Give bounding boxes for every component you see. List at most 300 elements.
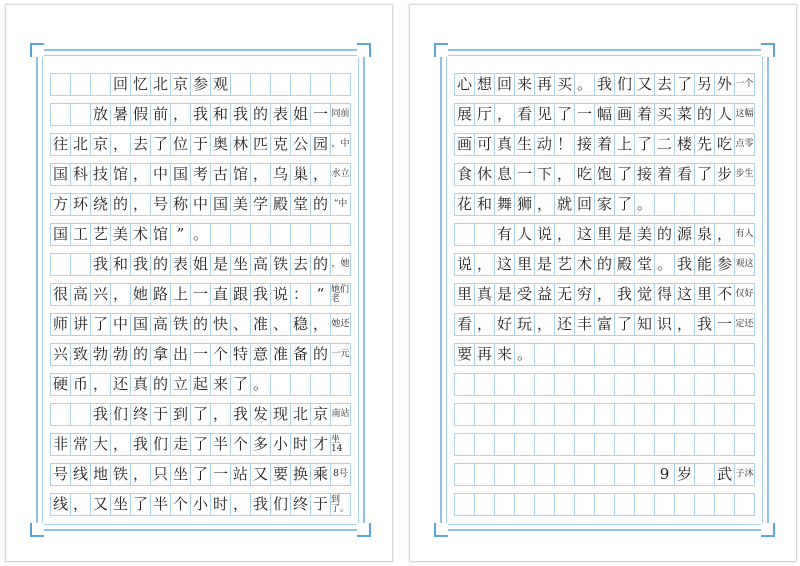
grid-cell: 厅: [474, 103, 495, 126]
grid-cell: 大: [90, 433, 111, 456]
grid-cell: ，: [210, 403, 231, 426]
grid-cell: 受: [514, 283, 535, 306]
grid-row: [454, 283, 754, 306]
grid-cell: 线: [70, 463, 91, 486]
grid-cell: 里: [694, 283, 715, 306]
grid-cell: 岁: [674, 463, 695, 486]
grid-cell: 勃: [110, 343, 131, 366]
grid-cell: 的: [594, 253, 615, 276]
grid-cell: 到: [170, 403, 191, 426]
grid-cell: [714, 433, 735, 456]
grid-cell: 定还: [734, 313, 755, 336]
grid-cell: 又: [634, 73, 655, 96]
grid-cell: 我: [250, 493, 271, 516]
grid-row: [50, 103, 350, 126]
grid-row: [50, 283, 350, 306]
grid-cell: [714, 343, 735, 366]
grid-cell: 环: [70, 193, 91, 216]
grid-row: [454, 193, 754, 216]
grid-cell: [614, 433, 635, 456]
grid-cell: 可: [474, 133, 495, 156]
grid-cell: 菜: [674, 103, 695, 126]
grid-cell: 我: [594, 73, 615, 96]
grid-cell: 坐: [170, 463, 191, 486]
grid-cell: 终: [290, 493, 311, 516]
grid-cell: 们: [110, 403, 131, 426]
grid-cell: 狮: [514, 193, 535, 216]
grid-cell: 丰: [574, 313, 595, 336]
grid-cell: 来: [494, 343, 515, 366]
grid-cell: 我: [190, 103, 211, 126]
grid-cell: 、: [230, 313, 251, 336]
grid-cell: 半: [210, 433, 231, 456]
grid-cell: 玩: [514, 313, 535, 336]
grid-cell: 假: [130, 103, 151, 126]
grid-cell: 一: [574, 103, 595, 126]
grid-cell: [594, 463, 615, 486]
grid-cell: 备: [290, 343, 311, 366]
grid-cell: 去: [290, 253, 311, 276]
grid-cell: 忆: [130, 73, 151, 96]
grid-cell: 艺: [90, 223, 111, 246]
grid-cell: [734, 343, 755, 366]
grid-cell: ，: [70, 493, 91, 516]
grid-cell: 和: [210, 103, 231, 126]
grid-cell: 画: [454, 133, 475, 156]
grid-cell: 地: [90, 463, 111, 486]
grid-cell: ，: [554, 163, 575, 186]
grid-cell: 是: [534, 253, 555, 276]
grid-cell: 高: [150, 313, 171, 336]
grid-cell: 时: [290, 433, 311, 456]
grid-cell: 终: [130, 403, 151, 426]
grid-cell: 她: [130, 283, 151, 306]
grid-cell: [90, 73, 111, 96]
corner-ornament: [30, 43, 44, 57]
grid-cell: 子沐: [734, 463, 755, 486]
grid-cell: 京: [170, 73, 191, 96]
grid-cell: 一个: [734, 73, 755, 96]
grid-cell: 了: [634, 133, 655, 156]
grid-cell: ，: [110, 283, 131, 306]
grid-cell: 是: [494, 283, 515, 306]
grid-cell: [694, 343, 715, 366]
grid-cell: 益: [534, 283, 555, 306]
grid-cell: [70, 253, 91, 276]
grid-cell: 奥: [210, 133, 231, 156]
grid-cell: 。: [654, 253, 675, 276]
grid-cell: ，: [170, 103, 191, 126]
grid-cell: 我: [250, 283, 271, 306]
grid-cell: 一: [310, 103, 331, 126]
grid-cell: 回: [110, 73, 131, 96]
grid-cell: 才: [310, 433, 331, 456]
grid-cell: [474, 403, 495, 426]
grid-cell: 姐: [190, 253, 211, 276]
grid-cell: 京: [310, 403, 331, 426]
grid-cell: 馆: [230, 163, 251, 186]
grid-cell: 小: [270, 433, 291, 456]
grid-cell: 姐: [290, 103, 311, 126]
grid-cell: 殿: [614, 253, 635, 276]
grid-cell: [554, 433, 575, 456]
grid-row: [454, 463, 754, 486]
grid-cell: [594, 493, 615, 516]
corner-ornament: [761, 43, 775, 57]
grid-cell: 的: [190, 313, 211, 336]
grid-cell: 她们老: [330, 283, 351, 306]
grid-cell: 还: [110, 373, 131, 396]
grid-cell: 真: [130, 373, 151, 396]
grid-cell: [454, 403, 475, 426]
grid-cell: 无: [554, 283, 575, 306]
grid-cell: 舞: [494, 193, 515, 216]
grid-cell: 堂: [634, 253, 655, 276]
grid-cell: [734, 193, 755, 216]
grid-cell: 饱: [594, 163, 615, 186]
grid-cell: 中: [150, 163, 171, 186]
grid-cell: 北: [70, 133, 91, 156]
grid-cell: 准: [270, 343, 291, 366]
grid-cell: [534, 493, 555, 516]
grid-cell: 这: [574, 223, 595, 246]
grid-cell: [674, 373, 695, 396]
grid-row: [50, 463, 350, 486]
grid-cell: [474, 463, 495, 486]
grid-cell: 和: [110, 253, 131, 276]
grid-cell: 就: [554, 193, 575, 216]
grid-cell: 。: [250, 373, 271, 396]
grid-cell: [250, 223, 271, 246]
grid-cell: 买: [654, 103, 675, 126]
grid-cell: 北: [290, 403, 311, 426]
grid-cell: [514, 493, 535, 516]
grid-cell: 中: [190, 193, 211, 216]
grid-cell: 发: [250, 403, 271, 426]
grid-cell: 术: [574, 253, 595, 276]
grid-cell: ，: [714, 223, 735, 246]
grid-cell: 来: [210, 373, 231, 396]
grid-cell: 兴: [50, 343, 71, 366]
grid-cell: 放: [90, 103, 111, 126]
grid-cell: 表: [170, 253, 191, 276]
grid-cell: [734, 493, 755, 516]
grid-cell: 8号: [330, 463, 351, 486]
grid-cell: 还: [554, 313, 575, 336]
grid-cell: [694, 373, 715, 396]
grid-cell: 源: [674, 223, 695, 246]
grid-cell: 一元: [330, 343, 351, 366]
grid-cell: 讲: [70, 313, 91, 336]
grid-cell: 小: [190, 493, 211, 516]
grid-cell: 。: [190, 223, 211, 246]
grid-cell: [454, 223, 475, 246]
grid-cell: 我: [130, 253, 151, 276]
grid-cell: [514, 373, 535, 396]
grid-cell: 往: [50, 133, 71, 156]
grid-cell: 了: [614, 163, 635, 186]
grid-cell: 克: [270, 133, 291, 156]
grid-cell: 买: [554, 73, 575, 96]
grid-cell: 着: [634, 103, 655, 126]
grid-cell: [574, 343, 595, 366]
grid-cell: 和: [474, 193, 495, 216]
grid-cell: ，: [554, 223, 575, 246]
grid-cell: [290, 73, 311, 96]
grid-cell: 接: [574, 133, 595, 156]
grid-cell: [614, 493, 635, 516]
grid-cell: 回: [494, 73, 515, 96]
grid-cell: [534, 343, 555, 366]
grid-row: [454, 403, 754, 426]
grid-cell: 觉: [634, 283, 655, 306]
grid-cell: [270, 223, 291, 246]
grid-cell: ”: [170, 223, 191, 246]
grid-cell: 看: [674, 163, 695, 186]
grid-cell: ，: [310, 313, 331, 336]
grid-cell: 乘: [310, 463, 331, 486]
grid-row: [50, 373, 350, 396]
grid-cell: [474, 493, 495, 516]
grid-row: [50, 133, 350, 156]
grid-cell: 食: [454, 163, 475, 186]
grid-cell: [290, 223, 311, 246]
corner-ornament: [357, 43, 371, 57]
grid-row: [50, 493, 350, 516]
grid-cell: 前: [150, 103, 171, 126]
grid-cell: [534, 373, 555, 396]
grid-cell: [694, 433, 715, 456]
grid-cell: 心: [454, 73, 475, 96]
grid-row: [50, 73, 350, 96]
grid-cell: [634, 463, 655, 486]
grid-cell: 我: [694, 313, 715, 336]
grid-cell: [70, 73, 91, 96]
grid-cell: 致: [70, 343, 91, 366]
grid-cell: [330, 223, 351, 246]
grid-cell: 了: [554, 103, 575, 126]
grid-cell: 画: [614, 103, 635, 126]
corner-ornament: [434, 43, 448, 57]
grid-cell: 里: [454, 283, 475, 306]
grid-cell: [230, 73, 251, 96]
grid-cell: 富: [594, 313, 615, 336]
grid-cell: [654, 373, 675, 396]
grid-cell: [290, 373, 311, 396]
grid-cell: 的: [310, 193, 331, 216]
grid-cell: ，: [594, 283, 615, 306]
grid-cell: 意: [250, 343, 271, 366]
grid-cell: 国: [170, 163, 191, 186]
grid-cell: 知: [634, 313, 655, 336]
grid-cell: 术: [130, 223, 151, 246]
grid-cell: [474, 373, 495, 396]
grid-cell: 见: [534, 103, 555, 126]
grid-cell: [454, 373, 475, 396]
grid-cell: 匹: [250, 133, 271, 156]
grid-cell: [50, 403, 71, 426]
grid-cell: ，: [534, 313, 555, 336]
grid-cell: 线: [50, 493, 71, 516]
grid-cell: 息: [494, 163, 515, 186]
grid-cell: 的: [130, 343, 151, 366]
grid-cell: [674, 403, 695, 426]
grid-cell: 快: [210, 313, 231, 336]
grid-cell: [654, 403, 675, 426]
grid-cell: 说: [534, 223, 555, 246]
grid-cell: 了: [190, 403, 211, 426]
grid-cell: [694, 403, 715, 426]
grid-cell: 巢: [290, 163, 311, 186]
grid-cell: [514, 403, 535, 426]
grid-cell: [534, 433, 555, 456]
right-page-border: [440, 49, 769, 531]
grid-cell: ！: [554, 133, 575, 156]
grid-row: [50, 193, 350, 216]
left-page-border: [36, 49, 365, 531]
grid-cell: 了: [230, 373, 251, 396]
grid-cell: 的: [310, 253, 331, 276]
grid-cell: [734, 433, 755, 456]
grid-cell: [494, 463, 515, 486]
grid-cell: ，: [674, 313, 695, 336]
grid-cell: [494, 433, 515, 456]
grid-row: [454, 343, 754, 366]
grid-cell: [674, 193, 695, 216]
grid-cell: 个: [170, 493, 191, 516]
grid-cell: 坐14: [330, 433, 351, 456]
grid-cell: 着: [654, 163, 675, 186]
grid-cell: 号: [150, 193, 171, 216]
grid-cell: [514, 463, 535, 486]
grid-cell: [270, 373, 291, 396]
grid-cell: 考: [190, 163, 211, 186]
grid-cell: 美: [110, 223, 131, 246]
grid-cell: [230, 223, 251, 246]
grid-cell: [734, 403, 755, 426]
grid-cell: 9: [654, 463, 675, 486]
grid-cell: [554, 373, 575, 396]
right-manuscript-page: [409, 4, 797, 562]
grid-cell: 的: [150, 253, 171, 276]
grid-cell: 公: [290, 133, 311, 156]
grid-cell: [674, 343, 695, 366]
grid-cell: [574, 373, 595, 396]
grid-cell: 起: [190, 373, 211, 396]
grid-cell: 人: [514, 223, 535, 246]
grid-cell: 技: [90, 163, 111, 186]
grid-cell: 铁: [170, 313, 191, 336]
grid-cell: 得: [654, 283, 675, 306]
grid-cell: 常: [70, 433, 91, 456]
grid-cell: 站: [230, 463, 251, 486]
grid-cell: 能: [694, 253, 715, 276]
grid-cell: 家: [594, 193, 615, 216]
grid-cell: 想: [474, 73, 495, 96]
grid-cell: 的: [694, 103, 715, 126]
grid-cell: ，: [90, 373, 111, 396]
grid-cell: 点零: [734, 133, 755, 156]
grid-cell: 看: [454, 313, 475, 336]
grid-cell: [554, 463, 575, 486]
grid-cell: 准: [250, 313, 271, 336]
grid-cell: 这: [674, 283, 695, 306]
grid-cell: [674, 493, 695, 516]
grid-cell: 北: [150, 73, 171, 96]
grid-cell: 了: [190, 463, 211, 486]
grid-row: [454, 313, 754, 336]
grid-cell: [654, 193, 675, 216]
grid-cell: 硬: [50, 373, 71, 396]
grid-cell: ，: [250, 163, 271, 186]
grid-cell: [674, 433, 695, 456]
grid-cell: [554, 343, 575, 366]
grid-cell: [494, 403, 515, 426]
grid-cell: 工: [70, 223, 91, 246]
grid-cell: ，: [110, 133, 131, 156]
grid-cell: 兴: [90, 283, 111, 306]
grid-row: [50, 223, 350, 246]
grid-cell: 好: [494, 313, 515, 336]
grid-cell: 步生: [734, 163, 755, 186]
grid-cell: [694, 193, 715, 216]
grid-cell: 步: [714, 163, 735, 186]
grid-cell: ，: [230, 493, 251, 516]
grid-cell: 展: [454, 103, 475, 126]
grid-cell: ，: [130, 193, 151, 216]
grid-cell: 位: [170, 133, 191, 156]
grid-cell: 暑: [110, 103, 131, 126]
grid-cell: 跟: [230, 283, 251, 306]
grid-cell: [574, 433, 595, 456]
grid-cell: 了: [130, 493, 151, 516]
grid-cell: 的: [110, 193, 131, 216]
grid-cell: [614, 403, 635, 426]
grid-cell: 号: [50, 463, 71, 486]
grid-cell: 乌: [270, 163, 291, 186]
grid-cell: 京: [90, 133, 111, 156]
grid-cell: [714, 403, 735, 426]
grid-cell: 武: [714, 463, 735, 486]
grid-cell: 参: [190, 73, 211, 96]
grid-cell: [330, 373, 351, 396]
grid-cell: 。: [514, 343, 535, 366]
grid-cell: [634, 343, 655, 366]
grid-cell: [594, 373, 615, 396]
grid-cell: 参: [714, 253, 735, 276]
grid-cell: 们: [614, 73, 635, 96]
grid-cell: 去: [654, 73, 675, 96]
grid-cell: [574, 463, 595, 486]
grid-row: [50, 403, 350, 426]
grid-cell: [634, 373, 655, 396]
grid-cell: 稳: [290, 313, 311, 336]
corner-ornament: [434, 523, 448, 537]
grid-cell: [654, 433, 675, 456]
grid-row: [454, 223, 754, 246]
grid-cell: 里: [514, 253, 535, 276]
grid-cell: 殿: [270, 193, 291, 216]
grid-cell: 们: [150, 433, 171, 456]
grid-cell: 休: [474, 163, 495, 186]
grid-cell: 的: [250, 103, 271, 126]
grid-cell: 一: [714, 313, 735, 336]
grid-cell: [634, 493, 655, 516]
grid-cell: “中: [330, 193, 351, 216]
grid-cell: 要: [454, 343, 475, 366]
grid-cell: 路: [150, 283, 171, 306]
grid-cell: [694, 493, 715, 516]
